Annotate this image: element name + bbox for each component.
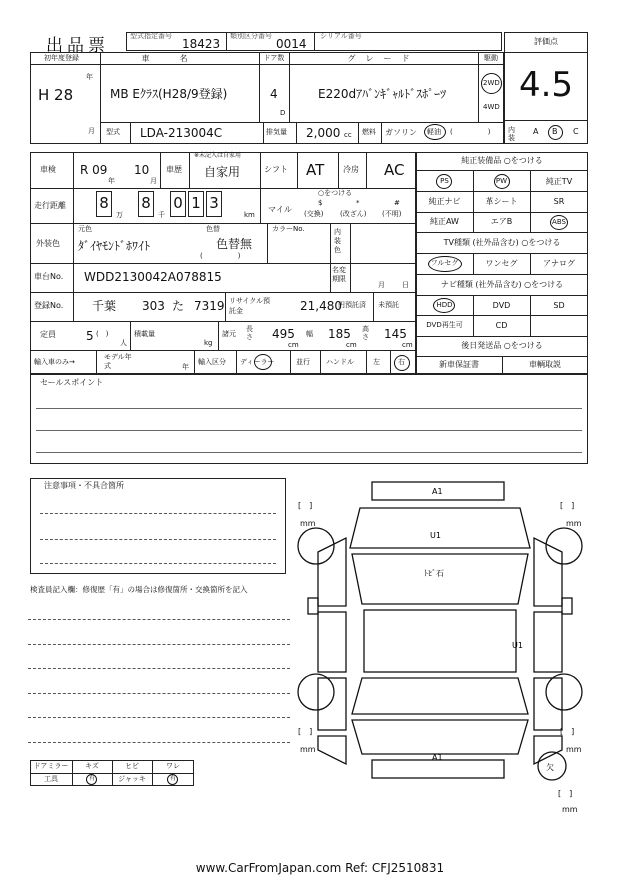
equip-ps: PS <box>440 177 449 185</box>
navi-dvd-play: DVD再生可 <box>426 321 463 329</box>
equip-pw: PW <box>495 177 508 185</box>
legend-tools: 工具 <box>44 775 58 783</box>
sales-point-box <box>30 374 588 464</box>
fuel-gas: ガソリン <box>385 128 417 137</box>
navi-hdd: HDD <box>436 301 453 309</box>
wheel-rear-right <box>546 674 582 710</box>
class-no-label: 類別区分番号 <box>230 32 272 40</box>
color-label: 外装色 <box>36 239 60 248</box>
name-change-label: 名変期限 <box>332 266 346 283</box>
trunk <box>352 720 528 754</box>
orig-color: ﾀﾞｲﾔﾓﾝﾄﾞﾎﾜｲﾄ <box>78 239 151 253</box>
handle-label: ハンドル <box>326 358 354 366</box>
shift-label: シフト <box>264 165 288 174</box>
unknown-sub: (不明) <box>382 210 402 218</box>
tv-fullseg: フルセグ <box>430 259 459 267</box>
fuel-diesel: 軽油 <box>427 128 441 136</box>
recycle-amount: 21,480 <box>300 299 342 313</box>
exchange-sub: (交換) <box>304 210 324 218</box>
tamper-sub: (改ざん) <box>340 210 367 218</box>
type-no-label: 型式指定番号 <box>130 32 172 40</box>
load-unit: kg <box>204 339 213 347</box>
legend-scratch: キズ <box>85 762 99 770</box>
km-label: km <box>244 211 255 219</box>
legend-jack: ジャッキ <box>118 775 146 783</box>
hood <box>350 508 530 548</box>
drive-label: 駆動 <box>484 54 498 62</box>
right-front-fender <box>534 538 562 606</box>
height-cm: cm <box>402 341 413 349</box>
navi-title: ナビ種類 (社外品含む) ○をつける <box>440 280 564 289</box>
tv-title: TV種類 (社外品含む) ○をつける <box>443 238 561 247</box>
history-note: ※未記入は自家用 <box>194 152 242 159</box>
name-change-day: 日 <box>402 281 409 289</box>
orig-color-label: 元色 <box>78 225 92 233</box>
displacement-label: 排気量 <box>266 128 287 136</box>
tire-rear-left-bracket: [ ] <box>298 727 313 736</box>
name-change-month: 月 <box>378 281 385 289</box>
interior-a: A <box>533 127 539 136</box>
mileage-digit-1-value: 8 <box>99 194 109 212</box>
model-year-label: モデル年式 <box>104 353 132 370</box>
missing-mark: 欠 <box>546 763 554 772</box>
equip-aw: 純正AW <box>430 217 459 226</box>
rating-label: 評価点 <box>534 37 558 46</box>
first-reg-era: H 28 <box>38 86 74 104</box>
rating-value: 4.5 <box>518 65 574 105</box>
side-mark: U1 <box>512 641 523 650</box>
navi-cd: CD <box>495 321 508 330</box>
equip-sr: SR <box>553 197 565 206</box>
equip-navi: 純正ナビ <box>428 197 461 206</box>
import-parallel: 並行 <box>296 358 310 366</box>
interior-b: B <box>552 127 558 136</box>
recycle-label: リサイクル預託金 <box>229 297 271 315</box>
footer-ref: www.CarFromJapan.com Ref: CFJ2510831 <box>195 861 445 875</box>
legend-tools-yes: 有 <box>88 775 95 782</box>
shaken-month: 10 <box>134 163 150 177</box>
doors-label: ドア数 <box>263 54 285 62</box>
import-dealer: ディーラー <box>240 358 275 366</box>
car-damage-diagram <box>290 478 600 818</box>
mile-circle-note: ○をつける <box>318 189 353 197</box>
repaint: 色替無 <box>216 237 253 251</box>
wheel-rear-left <box>298 674 334 710</box>
length-label: 長さ <box>246 325 253 341</box>
rear-bumper <box>372 760 504 778</box>
navi-sd: SD <box>553 301 565 310</box>
front-mark: A1 <box>432 487 443 496</box>
right-rear-fender <box>534 736 562 764</box>
tire-rear-right-mm: mm <box>566 745 582 754</box>
fuel-other: ( ) <box>450 128 491 136</box>
windshield <box>352 554 528 604</box>
reg-pref: 千葉 <box>92 299 117 313</box>
history: 自家用 <box>204 165 241 179</box>
navi-dvd: DVD <box>492 301 511 310</box>
unknown-label: # <box>394 199 400 207</box>
legend-broken: ワレ <box>166 762 180 770</box>
tv-analog: アナログ <box>543 259 575 268</box>
load-label: 積載量 <box>134 330 155 338</box>
shaken-year-label: 年 <box>108 177 115 185</box>
std-equipment-title: 純正装備品 ○をつける <box>461 156 543 165</box>
tv-oneseg: ワンセグ <box>485 259 518 268</box>
drive-2wd: 2WD <box>483 79 500 87</box>
door-suffix: D <box>280 109 286 117</box>
width-cm: cm <box>346 341 357 349</box>
car-name-label: 車名 <box>141 54 218 63</box>
mileage-digit-3-value: 0 <box>173 194 183 212</box>
shaken-era: R 09 <box>80 163 108 177</box>
displacement: 2,000 <box>306 126 341 140</box>
grade-label: グレード <box>347 54 420 63</box>
repaint-label: 色替 <box>206 225 220 233</box>
recycle-unpaid: 未預託 <box>378 301 399 309</box>
hood-mark: U1 <box>430 531 441 540</box>
tire-front-left-bracket: [ ] <box>298 501 313 510</box>
roof <box>364 610 516 672</box>
rear-mark: A1 <box>432 753 443 762</box>
width-label: 幅 <box>306 330 313 338</box>
first-reg-month-label: 月 <box>88 127 95 135</box>
capacity-label: 定員 <box>40 330 56 339</box>
model: LDA-213004C <box>140 126 223 140</box>
class-no: 0014 <box>276 37 307 51</box>
spare-mm: mm <box>562 805 578 814</box>
sen-label: 千 <box>158 211 165 219</box>
mileage-label: 走行距離 <box>34 201 66 210</box>
recycle-status: 円預託済 <box>338 301 366 309</box>
length-cm: cm <box>288 341 299 349</box>
model-year-unit: 年 <box>182 363 189 371</box>
legend-door-mirror: ドアミラー <box>33 762 69 770</box>
left-rear-fender <box>318 736 346 764</box>
import-type-label: 輸入区分 <box>198 358 226 366</box>
tire-front-right-bracket: [ ] <box>560 501 575 510</box>
color-no-label: カラーNo. <box>272 225 305 233</box>
mileage-digit-2-value: 8 <box>141 194 151 212</box>
grade: E220dｱﾊﾞﾝｷﾞｬﾙﾄﾞｽﾎﾟｰﾂ <box>318 87 447 101</box>
mileage-digit-5-value: 3 <box>209 194 219 212</box>
reg-num: 7319 <box>194 299 225 313</box>
width: 185 <box>328 327 351 341</box>
vin: WDD2130042A078815 <box>84 270 222 284</box>
reg-label: 登録No. <box>34 301 64 310</box>
fuel-label: 燃料 <box>362 128 376 136</box>
later-warranty: 新車保証書 <box>439 360 479 369</box>
left-front-door <box>318 612 346 672</box>
capacity: 5 <box>86 329 94 343</box>
tamper-label: * <box>356 199 360 207</box>
later-title: 後日発送品 ○をつける <box>461 341 543 350</box>
handle-left: 左 <box>373 358 380 366</box>
man-label: 万 <box>116 211 123 219</box>
drive-4wd: 4WD <box>483 103 500 111</box>
inspector-label: 検査員記入欄：修復歴「有」の場合は修復箇所・交換箇所を記入 <box>30 585 248 594</box>
equip-airbag: エアB <box>490 217 513 226</box>
spare-bracket: [ ] <box>558 789 573 798</box>
tire-front-right-mm: mm <box>566 519 582 528</box>
right-mirror <box>562 598 572 614</box>
left-mirror <box>308 598 318 614</box>
capacity-unit: 人 <box>120 339 127 347</box>
notes-label: 注意事項・不具合箇所 <box>44 481 124 490</box>
sales-point-label: セールスポイント <box>40 378 104 387</box>
length: 495 <box>272 327 295 341</box>
height: 145 <box>384 327 407 341</box>
tire-rear-left-mm: mm <box>300 745 316 754</box>
equip-tv: 純正TV <box>545 177 573 186</box>
type-no: 18423 <box>182 37 221 51</box>
exchange-label: $ <box>318 199 323 207</box>
sheet-title: 出品票 <box>46 36 109 56</box>
legend-jack-yes: 有 <box>169 775 176 782</box>
serial-label: シリアル番号 <box>320 32 362 40</box>
mileage-digit-4-value: 1 <box>191 194 201 212</box>
ac: AC <box>384 161 405 179</box>
ac-label: 冷房 <box>343 165 359 174</box>
reg-kana: た <box>172 299 185 313</box>
history-label: 車歴 <box>166 165 182 174</box>
shaken-label: 車検 <box>40 165 56 174</box>
tire-front-left-mm: mm <box>300 519 316 528</box>
car-name: MB Eｸﾗｽ(H28/9登録) <box>110 87 228 101</box>
shaken-month-label: 月 <box>150 177 157 185</box>
handle-right: 右 <box>398 358 405 366</box>
right-rear-door <box>534 678 562 730</box>
interior-color-label: 内装色 <box>334 228 341 254</box>
first-reg-year-label: 年 <box>86 73 93 81</box>
shift: AT <box>306 161 325 179</box>
left-rear-door <box>318 678 346 730</box>
later-manual: 車輌取説 <box>529 360 561 369</box>
windshield-mark: ﾄﾋﾞ石 <box>424 569 444 578</box>
height-label: 高さ <box>362 325 369 341</box>
equip-leather: 革シート <box>485 197 518 206</box>
interior-c: C <box>573 127 579 136</box>
reg-class: 303 <box>142 299 165 313</box>
capacity-paren: ( ) <box>96 330 109 338</box>
notes-box <box>30 478 286 574</box>
equip-abs: ABS <box>552 218 566 226</box>
right-front-door <box>534 612 562 672</box>
repaint-paren: ( ) <box>200 252 241 260</box>
dims-label: 諸元 <box>222 330 236 338</box>
cc-unit: cc <box>344 131 352 139</box>
import-label: 輸入車のみ→ <box>34 358 75 366</box>
tire-rear-right-bracket: [ ] <box>560 727 575 736</box>
mile-label: マイル <box>268 205 292 214</box>
left-front-fender <box>318 538 346 606</box>
first-reg-label: 初年度登録 <box>44 54 79 62</box>
doors: 4 <box>270 87 278 101</box>
rear-window <box>352 678 528 714</box>
vin-label: 車台No. <box>34 272 64 281</box>
interior-label: 内装 <box>508 126 515 142</box>
model-label: 型式 <box>106 128 120 136</box>
legend-crack: ヒビ <box>125 762 139 770</box>
